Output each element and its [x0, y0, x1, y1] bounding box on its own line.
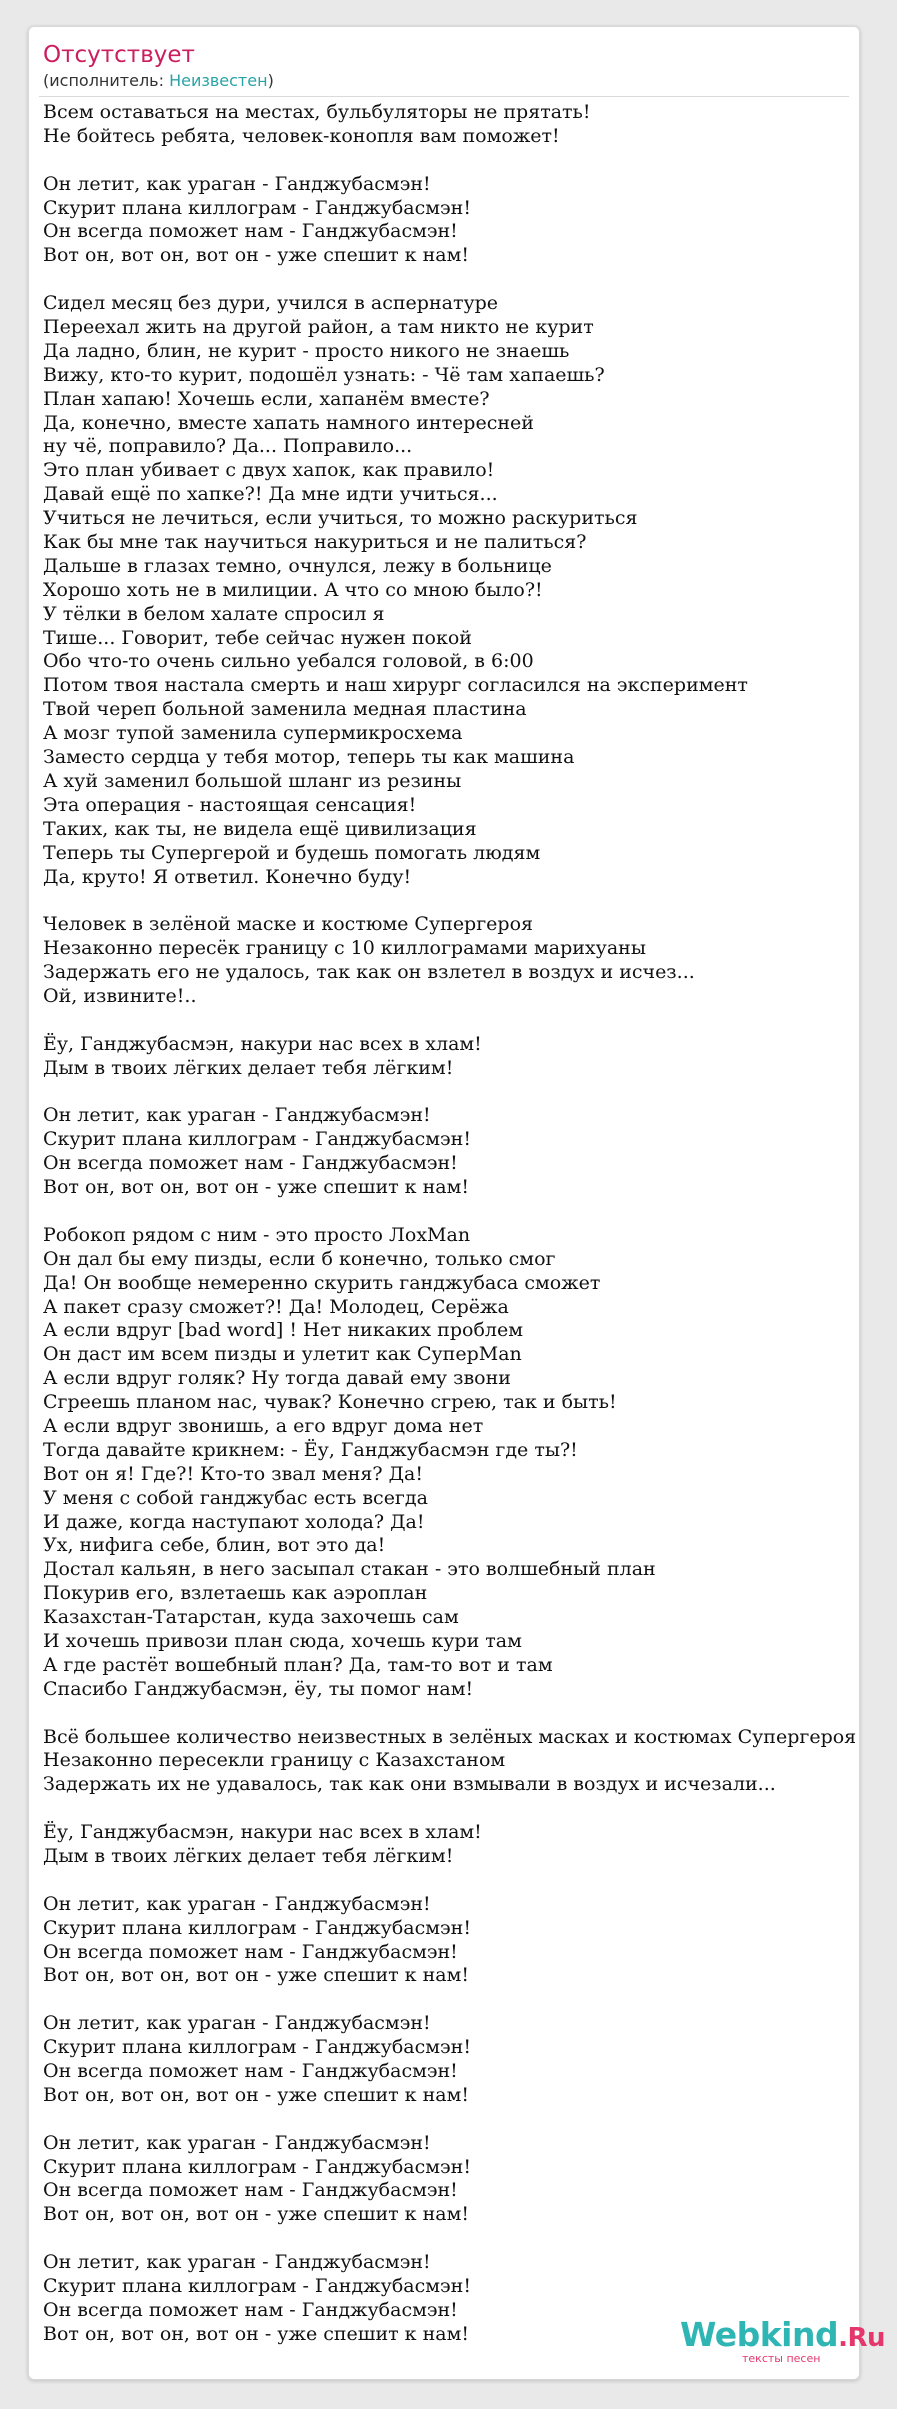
header-divider [39, 96, 849, 97]
song-title: Отсутствует [43, 42, 195, 68]
lyric-line: И хочешь привози план сюда, хочешь кури там [43, 1630, 522, 1652]
lyric-line: Он всегда поможет нам - Ганджубасмэн! [43, 2179, 458, 2202]
lyric-line: Вижу, кто-то курит, подошёл узнать: - Чё там хапаешь? [43, 363, 605, 386]
lyric-line: Как бы мне так научиться накуриться и не палиться? [43, 531, 587, 554]
lyric-line: Всем оставаться на местах, бульбуляторы не прятать! [43, 101, 591, 123]
lyric-line: Теперь ты Супергерой и будешь помогать людям [43, 841, 541, 864]
lyric-line: Покурив его, взлетаешь как аэроплан [43, 1582, 428, 1605]
lyric-line: Ёу, Ганджубасмэн, накури нас всех в хлам! [43, 1821, 482, 1844]
lyric-line: Скурит плана киллограм - Ганджубасмэн! [43, 2036, 471, 2059]
lyric-line: А если вдруг [bad word] ! Нет никаких проблем [43, 1319, 523, 1342]
logo-tld: .Ru [838, 2323, 886, 2353]
lyric-line: Скурит плана киллограм - Ганджубасмэн! [43, 1916, 471, 1939]
logo-tagline: тексты песен [742, 2352, 821, 2365]
lyric-line: ну чё, поправило? Да... Поправило... [43, 435, 413, 458]
lyric-line: Задержать их не удавалось, так как они взмывали в воздух и исчезали... [43, 1773, 776, 1796]
logo-name: Webkind [680, 2315, 839, 2354]
lyric-line: Ёу, Ганджубасмэн, накури нас всех в хлам! [43, 1032, 482, 1055]
lyric-line: Ой, извините!.. [43, 984, 197, 1007]
lyric-line: Тише... Говорит, тебе сейчас нужен покой [43, 626, 472, 649]
lyric-line: А где растёт вошебный план? Да, там-то вот и там [43, 1653, 553, 1676]
lyric-line: Вот он, вот он, вот он - уже спешит к нам! [43, 1176, 469, 1199]
lyric-line: Да! Он вообще немеренно скурить ганджубаса сможет [43, 1271, 601, 1294]
lyric-blank-line [43, 1009, 860, 1033]
artist-prefix: (исполнитель: [43, 71, 170, 90]
webkind-logo[interactable] [680, 2315, 886, 2376]
lyric-line: Он всегда поможет нам - Ганджубасмэн! [43, 2060, 458, 2083]
lyric-line: Заместо сердца у тебя мотор, теперь ты как машина [43, 746, 575, 769]
lyric-line: Вот он, вот он, вот он - уже спешит к нам! [43, 1964, 469, 1987]
lyric-line: А если вдруг голяк? Ну тогда давай ему звони [43, 1367, 511, 1390]
lyric-line: Учиться не лечиться, если учиться, то можно раскуриться [43, 507, 638, 530]
lyric-line: Задержать его не удалось, так как он взлетел в воздух и исчез... [43, 961, 695, 984]
lyric-line: У тёлки в белом халате спросил я [43, 602, 385, 625]
lyric-blank-line [43, 1869, 860, 1893]
lyric-line: Таких, как ты, не видела ещё цивилизация [43, 817, 477, 840]
lyric-line: А пакет сразу сможет?! Да! Молодец, Серёжа [43, 1295, 509, 1318]
lyric-line: Да, круто! Я ответил. Конечно буду! [43, 865, 412, 888]
artist-link[interactable]: Неизвестен [169, 71, 268, 90]
lyric-line: Тогда давайте крикнем: - Ёу, Ганджубасмэн где ты?! [43, 1438, 578, 1461]
lyric-line: И даже, когда наступают холода? Да! [43, 1510, 425, 1533]
lyric-line: Давай ещё по хапке?! Да мне идти учиться... [43, 483, 498, 506]
lyric-line: Эта операция - настоящая сенсация! [43, 793, 417, 816]
lyric-line: Он всегда поможет нам - Ганджубасмэн! [43, 1940, 458, 1963]
lyric-line: Скурит плана киллограм - Ганджубасмэн! [43, 2275, 471, 2298]
lyric-blank-line [43, 2227, 860, 2251]
artist-suffix: ) [267, 71, 274, 90]
lyric-line: А хуй заменил большой шланг из резины [43, 769, 462, 792]
lyric-line: Сидел месяц без дури, учился в аспернатуре [43, 292, 499, 315]
lyric-line: План хапаю! Хочешь если, хапанём вместе? [43, 387, 490, 410]
lyric-line: Человек в зелёной маске и костюме Супергероя [43, 913, 534, 936]
lyric-line: Твой череп больной заменила медная пластина [43, 698, 527, 721]
lyric-line: Он даст им всем пизды и улетит как СуперMan [43, 1343, 522, 1366]
lyric-line: Вот он, вот он, вот он - уже спешит к нам! [43, 2083, 469, 2106]
lyric-line: Он летит, как ураган - Ганджубасмэн! [43, 1104, 431, 1127]
lyric-line: У меня с собой ганджубас есть всегда [43, 1486, 428, 1509]
lyric-blank-line [43, 1702, 860, 1726]
lyric-line: Он летит, как ураган - Ганджубасмэн! [43, 2131, 431, 2154]
lyric-line: Дым в твоих лёгких делает тебя лёгким! [43, 1056, 454, 1079]
lyric-line: А мозг тупой заменила супермикросхема [43, 722, 463, 745]
lyric-line: Вот он, вот он, вот он - уже спешит к нам! [43, 244, 469, 267]
lyric-line: Спасибо Ганджубасмэн, ёу, ты помог нам! [43, 1677, 474, 1700]
lyric-blank-line [43, 2108, 860, 2132]
lyrics-card [28, 26, 860, 2380]
lyric-blank-line [43, 1200, 860, 1224]
lyric-line: Потом твоя настала смерть и наш хирург согласился на эксперимент [43, 674, 748, 697]
lyric-line: Обо что-то очень сильно уебался головой, в 6:00 [43, 650, 534, 673]
lyric-line: Скурит плана киллограм - Ганджубасмэн! [43, 1128, 471, 1151]
lyric-line: Скурит плана киллограм - Ганджубасмэн! [43, 2155, 471, 2178]
artist-line [43, 71, 274, 91]
lyric-line: Он летит, как ураган - Ганджубасмэн! [43, 172, 431, 195]
lyric-line: Всё большее количество неизвестных в зелёных масках и костюмах Супергероя [43, 1725, 857, 1748]
lyric-line: Это план убивает с двух хапок, как правило! [43, 459, 495, 482]
lyric-line: Вот он, вот он, вот он - уже спешит к нам! [43, 2203, 469, 2226]
lyric-line: Он дал бы ему пизды, если б конечно, только смог [43, 1247, 556, 1270]
lyric-line: Скурит плана киллограм - Ганджубасмэн! [43, 196, 471, 219]
lyric-line: Ух, нифига себе, блин, вот это да! [43, 1534, 386, 1557]
lyric-blank-line [43, 149, 860, 173]
logo-wordmark [680, 2316, 885, 2357]
lyric-line: Не бойтесь ребята, человек-конопля вам поможет! [43, 124, 560, 147]
lyric-line: Он летит, как ураган - Ганджубасмэн! [43, 2012, 431, 2035]
lyric-line: Дым в твоих лёгких делает тебя лёгким! [43, 1845, 454, 1868]
lyric-blank-line [43, 889, 860, 913]
lyric-line: А если вдруг звонишь, а его вдруг дома нет [43, 1414, 484, 1437]
lyric-blank-line [43, 1081, 860, 1105]
lyric-line: Робокоп рядом с ним - это просто ЛохMan [43, 1223, 471, 1246]
lyric-line: Дальше в глазах темно, очнулся, лежу в больнице [43, 554, 552, 577]
lyric-line: Переехал жить на другой район, а там никто не курит [43, 316, 594, 339]
lyric-line: Хорошо хоть не в милиции. А что со мною было?! [43, 578, 543, 601]
lyric-line: Он всегда поможет нам - Ганджубасмэн! [43, 220, 458, 243]
lyric-line: Да, конечно, вместе хапать намного интересней [43, 411, 534, 434]
lyric-line: Вот он, вот он, вот он - уже спешит к нам! [43, 2322, 469, 2345]
lyric-line: Незаконно пересёк границу с 10 киллограмами марихуаны [43, 937, 646, 960]
lyric-blank-line [43, 1988, 860, 2012]
lyric-line: Сгреешь планом нас, чувак? Конечно сгрею, так и быть! [43, 1391, 617, 1414]
lyrics-text [43, 101, 860, 2347]
lyric-blank-line [43, 1797, 860, 1821]
lyric-line: Да ладно, блин, не курит - просто никого не знаешь [43, 339, 570, 362]
lyric-line: Незаконно пересекли границу с Казахстаном [43, 1749, 506, 1772]
lyric-line: Достал кальян, в него засыпал стакан - это волшебный план [43, 1558, 656, 1581]
lyric-line: Он всегда поможет нам - Ганджубасмэн! [43, 2298, 458, 2321]
lyric-line: Казахстан-Татарстан, куда захочешь сам [43, 1606, 459, 1629]
lyric-line: Вот он я! Где?! Кто-то звал меня? Да! [43, 1462, 424, 1485]
lyric-line: Он всегда поможет нам - Ганджубасмэн! [43, 1152, 458, 1175]
lyric-blank-line [43, 268, 860, 292]
lyric-line: Он летит, как ураган - Ганджубасмэн! [43, 2251, 431, 2274]
lyric-line: Он летит, как ураган - Ганджубасмэн! [43, 1892, 431, 1915]
